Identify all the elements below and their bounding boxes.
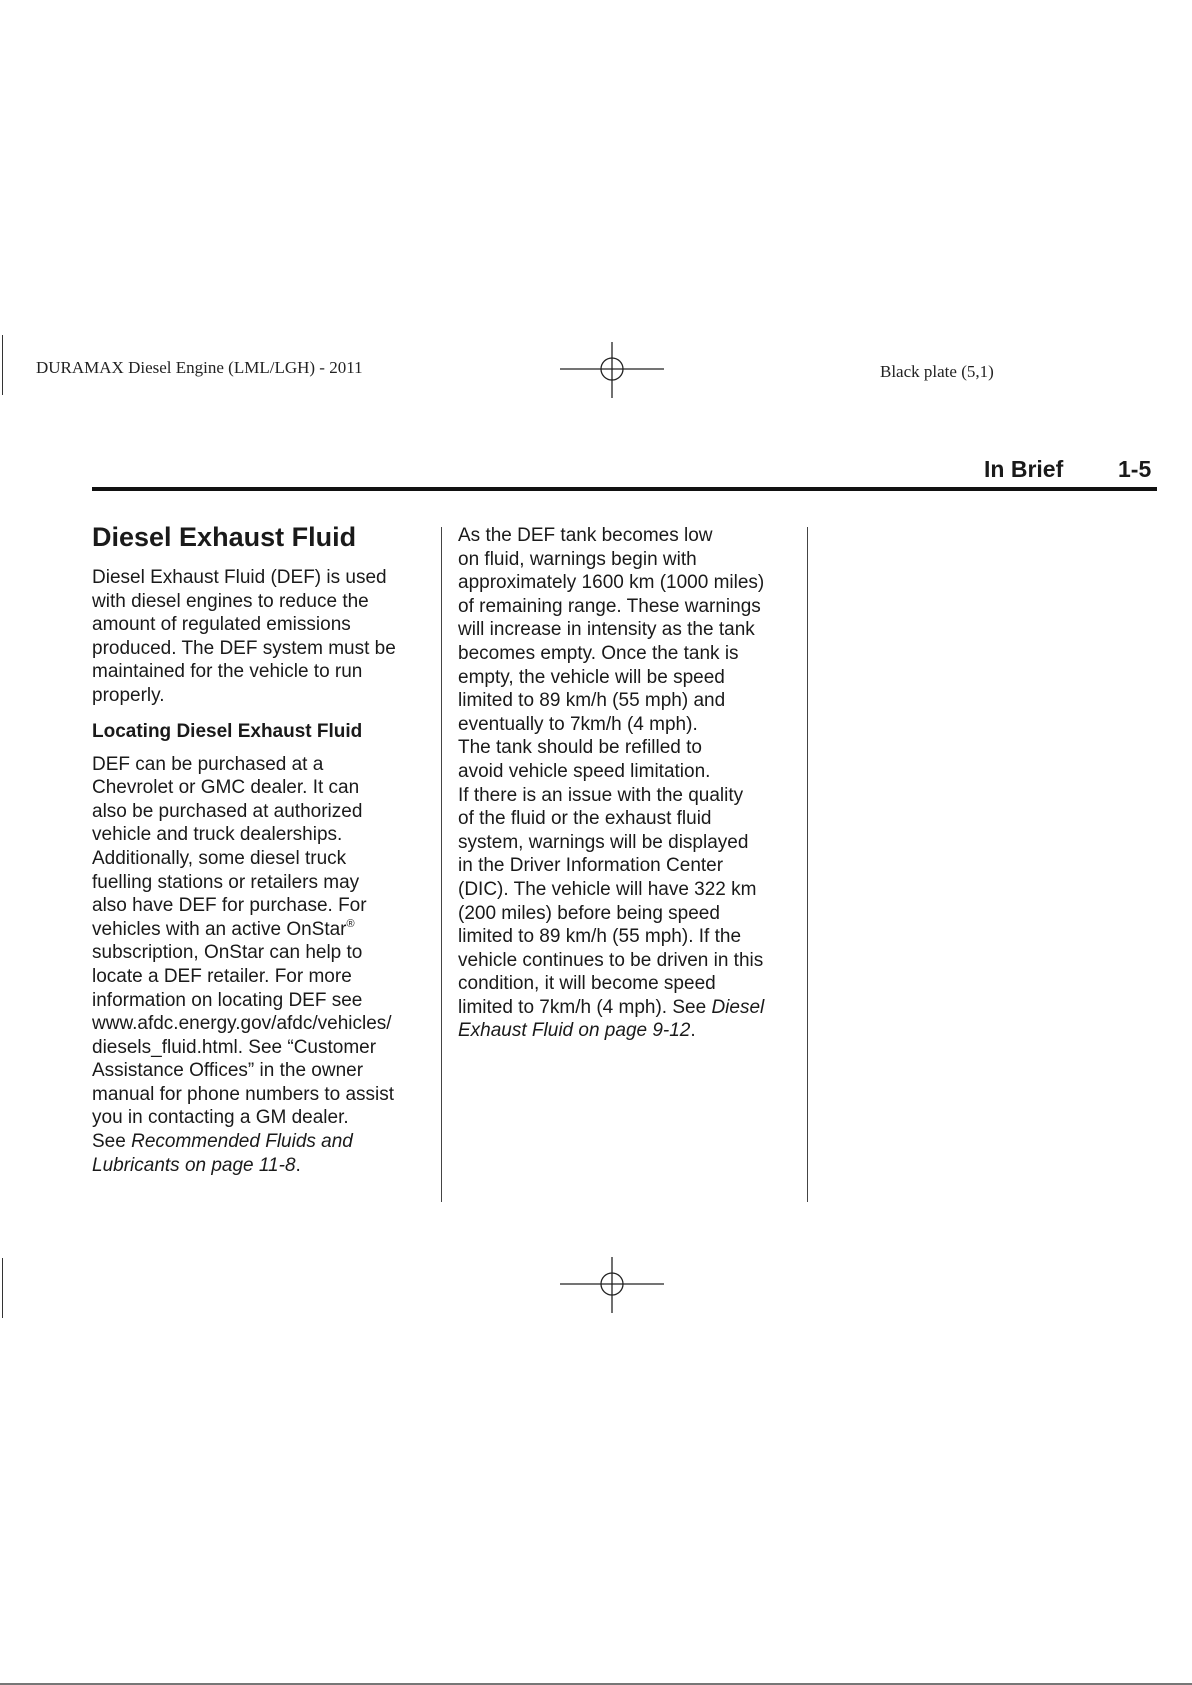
section-heading: Diesel Exhaust Fluid bbox=[92, 522, 357, 552]
text-line: with diesel engines to reduce the bbox=[92, 590, 369, 612]
text-line: subscription, OnStar can help to bbox=[92, 942, 363, 964]
print-header-right: Black plate (5,1) bbox=[880, 362, 994, 381]
text-line: you in contacting a GM dealer. bbox=[92, 1107, 349, 1129]
text-line: As the DEF tank becomes low bbox=[458, 525, 713, 546]
text-line: limited to 7km/h (4 mph). See Diesel bbox=[458, 996, 765, 1018]
text-line bbox=[92, 918, 432, 942]
subheading: Locating Diesel Exhaust Fluid bbox=[92, 720, 363, 742]
text-line: The tank should be refilled to bbox=[458, 737, 702, 759]
text-line: DEF can be purchased at a bbox=[92, 753, 324, 775]
print-header-left: DURAMAX Diesel Engine (LML/LGH) - 2011 bbox=[36, 358, 363, 377]
text-line: Diesel Exhaust Fluid (DEF) is used bbox=[92, 567, 387, 588]
text-line: Lubricants on page 11-8. bbox=[92, 1154, 301, 1176]
refill-paragraph bbox=[458, 736, 798, 783]
column-divider-left bbox=[441, 527, 442, 1202]
text-line bbox=[92, 1130, 432, 1154]
text-line: produced. The DEF system must be bbox=[92, 637, 396, 659]
text-line: Chevrolet or GMC dealer. It can bbox=[92, 777, 360, 799]
text-line: in the Driver Information Center bbox=[458, 855, 724, 877]
text-line: on fluid, warnings begin with bbox=[458, 548, 697, 570]
text-line: vehicle continues to be driven in this bbox=[458, 949, 764, 971]
text-line: information on locating DEF see bbox=[92, 989, 363, 1011]
crop-mark-top-left bbox=[2, 335, 3, 395]
text-line: empty, the vehicle will be speed bbox=[458, 666, 725, 688]
text-line: vehicle and truck dealerships. bbox=[92, 824, 343, 846]
text-line: Additionally, some diesel truck bbox=[92, 847, 347, 869]
intro-paragraph bbox=[92, 566, 432, 708]
text-line: of remaining range. These warnings bbox=[458, 595, 761, 617]
text-line: limited to 89 km/h (55 mph) and bbox=[458, 690, 726, 712]
middle-column bbox=[458, 524, 798, 1043]
see-prefix: See bbox=[92, 1131, 132, 1153]
header-rule bbox=[92, 487, 1157, 491]
text-line: condition, it will become speed bbox=[458, 973, 716, 995]
text-line: locate a DEF retailer. For more bbox=[92, 965, 352, 987]
text-line: manual for phone numbers to assist bbox=[92, 1083, 395, 1105]
quality-paragraph bbox=[458, 784, 798, 1044]
text-line: limited to 89 km/h (55 mph). If the bbox=[458, 926, 742, 948]
column-divider-right bbox=[807, 527, 808, 1202]
cross-reference-link[interactable]: Recommended Fluids and bbox=[131, 1131, 353, 1153]
cross-reference-link[interactable]: Exhaust Fluid on page 9-12 bbox=[458, 1020, 691, 1042]
onstar-text: vehicles with an active OnStar bbox=[92, 918, 347, 940]
text-line: If there is an issue with the quality bbox=[458, 784, 744, 806]
registered-mark: ® bbox=[346, 917, 355, 930]
text-line: also have DEF for purchase. For bbox=[92, 895, 367, 917]
text-line: of the fluid or the exhaust fluid bbox=[458, 808, 712, 830]
left-column bbox=[92, 520, 432, 1177]
locating-paragraph bbox=[92, 753, 432, 1178]
text-line: eventually to 7km/h (4 mph). bbox=[458, 713, 698, 735]
text-line: fuelling stations or retailers may bbox=[92, 871, 360, 893]
text-line: properly. bbox=[92, 684, 165, 706]
registration-mark-bottom-icon bbox=[560, 1257, 664, 1313]
running-head-page-number: 1-5 bbox=[1118, 456, 1152, 482]
text-line: (200 miles) before being speed bbox=[458, 902, 720, 924]
text-line: Exhaust Fluid on page 9-12. bbox=[458, 1020, 696, 1042]
crop-mark-bottom-left bbox=[2, 1258, 3, 1318]
text-line: becomes empty. Once the tank is bbox=[458, 642, 739, 664]
text-line: maintained for the vehicle to run bbox=[92, 661, 363, 683]
text-line: amount of regulated emissions bbox=[92, 614, 351, 636]
cross-reference-link[interactable]: Diesel bbox=[711, 996, 765, 1018]
text-line: system, warnings will be displayed bbox=[458, 831, 749, 853]
text-line: diesels_fluid.html. See “Customer bbox=[92, 1036, 377, 1058]
text-line: approximately 1600 km (1000 miles) bbox=[458, 572, 765, 594]
text-line: avoid vehicle speed limitation. bbox=[458, 760, 711, 782]
text-line: also be purchased at authorized bbox=[92, 800, 363, 822]
text-line: will increase in intensity as the tank bbox=[458, 619, 755, 641]
cross-reference-link[interactable]: Lubricants on page 11-8 bbox=[92, 1154, 296, 1176]
registration-mark-top-icon bbox=[560, 342, 664, 398]
warning-paragraph bbox=[458, 524, 798, 736]
running-head-section: In Brief bbox=[984, 456, 1064, 482]
text-line: (DIC). The vehicle will have 322 km bbox=[458, 878, 757, 900]
text-line: Assistance Offices” in the owner bbox=[92, 1060, 364, 1082]
text-line: www.afdc.energy.gov/afdc/vehicles/ bbox=[92, 1013, 392, 1035]
